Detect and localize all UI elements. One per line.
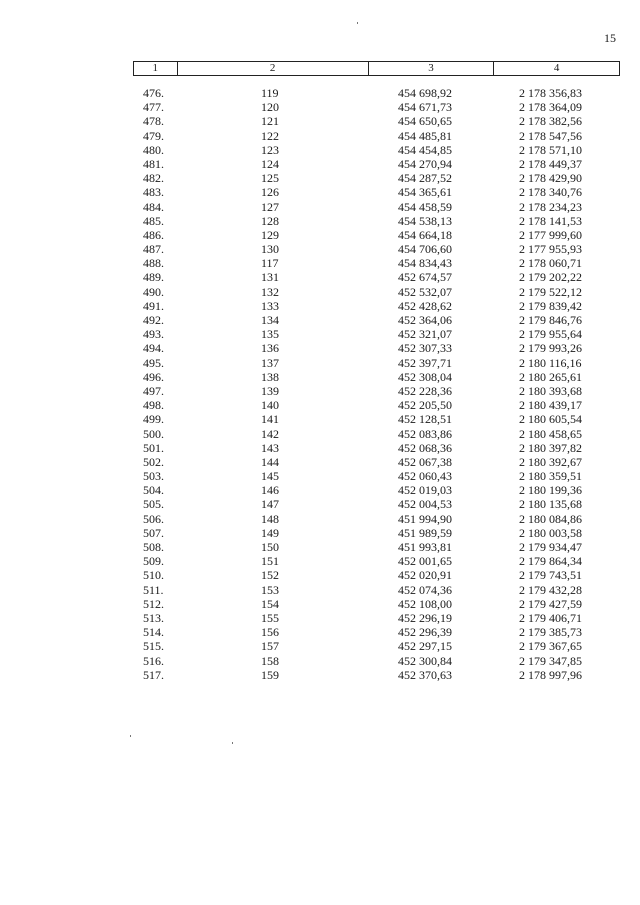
row-number: 490. (143, 284, 164, 299)
point-number: 150 (261, 540, 279, 554)
coordinate-x: 452 020,91 (398, 568, 452, 583)
row-number: 508. (143, 540, 164, 554)
row-number: 509. (143, 554, 164, 569)
point-number: 117 (261, 256, 279, 271)
table-row (133, 427, 620, 441)
coordinate-y: 2 179 406,71 (519, 610, 582, 625)
table-row (133, 469, 620, 483)
point-number: 152 (261, 568, 279, 583)
point-number: 126 (261, 185, 279, 200)
table-row (133, 370, 620, 384)
coordinate-y: 2 180 393,68 (519, 383, 582, 398)
point-number: 158 (261, 653, 279, 668)
coordinate-y: 2 180 458,65 (519, 426, 582, 441)
row-number: 514. (143, 625, 164, 640)
header-cell-2: 2 (178, 62, 369, 75)
coordinate-x: 452 307,33 (398, 341, 452, 356)
coordinate-y: 2 180 265,61 (519, 369, 582, 384)
coordinate-x: 452 297,15 (398, 639, 452, 654)
coordinate-x: 452 128,51 (398, 412, 452, 427)
scan-speck (357, 22, 358, 24)
row-number: 513. (143, 610, 164, 625)
coordinate-x: 454 706,60 (398, 242, 452, 257)
coordinate-y: 2 179 743,51 (519, 568, 582, 583)
coordinate-x: 454 270,94 (398, 156, 452, 171)
coordinate-y: 2 179 202,22 (519, 270, 582, 285)
table-row (133, 384, 620, 398)
row-number: 498. (143, 398, 164, 413)
row-number: 507. (143, 525, 164, 540)
coordinate-x: 454 671,73 (398, 100, 452, 115)
scan-speck (130, 735, 131, 737)
point-number: 122 (261, 128, 279, 143)
point-number: 153 (261, 582, 279, 597)
coordinate-x: 452 067,38 (398, 454, 452, 469)
coordinate-y: 2 179 846,76 (519, 313, 582, 327)
table-body (133, 86, 620, 682)
coordinate-x: 452 532,07 (398, 284, 452, 299)
table-row (133, 285, 620, 299)
table-row (133, 497, 620, 511)
table-row (133, 114, 620, 128)
row-number: 477. (143, 100, 164, 115)
point-number: 131 (261, 270, 279, 285)
row-number: 489. (143, 270, 164, 285)
coordinate-y: 2 179 522,12 (519, 284, 582, 299)
table-row (133, 157, 620, 171)
coordinate-y: 2 178 356,83 (519, 86, 582, 100)
point-number: 149 (261, 525, 279, 540)
point-number: 157 (261, 639, 279, 654)
coordinate-y: 2 178 234,23 (519, 199, 582, 214)
point-number: 134 (261, 313, 279, 327)
row-number: 494. (143, 341, 164, 356)
table-row (133, 568, 620, 582)
row-number: 497. (143, 383, 164, 398)
coordinate-y: 2 180 199,36 (519, 483, 582, 498)
point-number: 148 (261, 511, 279, 526)
point-number: 139 (261, 383, 279, 398)
coordinate-x: 452 108,00 (398, 596, 452, 611)
coordinate-x: 454 454,85 (398, 142, 452, 157)
point-number: 140 (261, 398, 279, 413)
coordinate-y: 2 178 060,71 (519, 256, 582, 271)
table-row (133, 583, 620, 597)
coordinate-x: 452 004,53 (398, 497, 452, 512)
table-row (133, 668, 620, 682)
row-number: 499. (143, 412, 164, 427)
coordinate-y: 2 179 427,59 (519, 596, 582, 611)
table-row (133, 356, 620, 370)
coordinate-y: 2 179 432,28 (519, 582, 582, 597)
table-row (133, 86, 620, 100)
table-row (133, 441, 620, 455)
point-number: 156 (261, 625, 279, 640)
coordinate-y: 2 178 382,56 (519, 114, 582, 129)
table-row (133, 242, 620, 256)
coordinate-x: 454 538,13 (398, 213, 452, 228)
point-number: 145 (261, 469, 279, 484)
coordinate-y: 2 178 997,96 (519, 667, 582, 682)
row-number: 500. (143, 426, 164, 441)
point-number: 120 (261, 100, 279, 115)
point-number: 138 (261, 369, 279, 384)
coordinate-y: 2 179 864,34 (519, 554, 582, 569)
coordinate-x: 452 397,71 (398, 355, 452, 370)
coordinate-x: 452 321,07 (398, 327, 452, 342)
point-number: 146 (261, 483, 279, 498)
coordinate-x: 452 296,39 (398, 625, 452, 640)
coordinate-y: 2 180 605,54 (519, 412, 582, 427)
point-number: 151 (261, 554, 279, 569)
coordinate-x: 452 205,50 (398, 398, 452, 413)
point-number: 132 (261, 284, 279, 299)
coordinate-y: 2 179 367,65 (519, 639, 582, 654)
coordinates-table (133, 61, 620, 682)
coordinate-y: 2 179 993,26 (519, 341, 582, 356)
row-number: 479. (143, 128, 164, 143)
row-number: 492. (143, 313, 164, 327)
table-row (133, 214, 620, 228)
point-number: 137 (261, 355, 279, 370)
coordinate-y: 2 178 364,09 (519, 100, 582, 115)
coordinate-x: 452 074,36 (398, 582, 452, 597)
coordinate-y: 2 179 385,73 (519, 625, 582, 640)
point-number: 119 (261, 86, 279, 100)
row-number: 478. (143, 114, 164, 129)
row-number: 481. (143, 156, 164, 171)
row-number: 482. (143, 171, 164, 186)
row-number: 488. (143, 256, 164, 271)
table-header (133, 61, 620, 76)
row-number: 480. (143, 142, 164, 157)
point-number: 123 (261, 142, 279, 157)
point-number: 142 (261, 426, 279, 441)
coordinate-y: 2 179 839,42 (519, 298, 582, 313)
coordinate-x: 452 083,86 (398, 426, 452, 441)
table-row (133, 327, 620, 341)
coordinate-y: 2 180 003,58 (519, 525, 582, 540)
coordinate-x: 454 287,52 (398, 171, 452, 186)
row-number: 485. (143, 213, 164, 228)
row-number: 483. (143, 185, 164, 200)
point-number: 136 (261, 341, 279, 356)
coordinate-x: 454 485,81 (398, 128, 452, 143)
coordinate-x: 451 994,90 (398, 511, 452, 526)
coordinate-x: 452 068,36 (398, 440, 452, 455)
table-row (133, 129, 620, 143)
coordinate-x: 452 228,36 (398, 383, 452, 398)
table-row (133, 270, 620, 284)
coordinate-x: 454 458,59 (398, 199, 452, 214)
coordinate-y: 2 179 955,64 (519, 327, 582, 342)
coordinate-x: 454 698,92 (398, 86, 452, 100)
point-number: 121 (261, 114, 279, 129)
point-number: 144 (261, 454, 279, 469)
coordinate-y: 2 180 397,82 (519, 440, 582, 455)
row-number: 486. (143, 227, 164, 242)
coordinate-x: 454 834,43 (398, 256, 452, 271)
table-row (133, 512, 620, 526)
table-row (133, 200, 620, 214)
coordinate-x: 452 308,04 (398, 369, 452, 384)
row-number: 484. (143, 199, 164, 214)
coordinate-x: 451 989,59 (398, 525, 452, 540)
coordinate-x: 454 664,18 (398, 227, 452, 242)
coordinate-y: 2 178 141,53 (519, 213, 582, 228)
coordinate-y: 2 178 429,90 (519, 171, 582, 186)
table-row (133, 256, 620, 270)
table-row (133, 341, 620, 355)
table-row (133, 299, 620, 313)
coordinate-y: 2 179 347,85 (519, 653, 582, 668)
table-row (133, 100, 620, 114)
coordinate-x: 452 370,63 (398, 667, 452, 682)
coordinate-x: 454 365,61 (398, 185, 452, 200)
point-number: 124 (261, 156, 279, 171)
table-row (133, 412, 620, 426)
point-number: 135 (261, 327, 279, 342)
table-row (133, 554, 620, 568)
coordinate-x: 451 993,81 (398, 540, 452, 554)
table-row (133, 171, 620, 185)
coordinate-x: 452 300,84 (398, 653, 452, 668)
coordinate-y: 2 180 084,86 (519, 511, 582, 526)
point-number: 130 (261, 242, 279, 257)
point-number: 143 (261, 440, 279, 455)
coordinate-y: 2 177 999,60 (519, 227, 582, 242)
coordinate-y: 2 177 955,93 (519, 242, 582, 257)
row-number: 504. (143, 483, 164, 498)
coordinate-x: 452 019,03 (398, 483, 452, 498)
row-number: 493. (143, 327, 164, 342)
header-cell-1: 1 (134, 62, 178, 75)
row-number: 516. (143, 653, 164, 668)
table-row (133, 611, 620, 625)
coordinate-x: 452 364,06 (398, 313, 452, 327)
coordinate-y: 2 180 135,68 (519, 497, 582, 512)
row-number: 476. (143, 86, 164, 100)
point-number: 147 (261, 497, 279, 512)
coordinate-x: 452 001,65 (398, 554, 452, 569)
coordinate-x: 452 428,62 (398, 298, 452, 313)
point-number: 154 (261, 596, 279, 611)
row-number: 515. (143, 639, 164, 654)
coordinate-y: 2 178 449,37 (519, 156, 582, 171)
coordinate-y: 2 180 392,67 (519, 454, 582, 469)
row-number: 517. (143, 667, 164, 682)
table-row (133, 639, 620, 653)
point-number: 127 (261, 199, 279, 214)
row-number: 511. (143, 582, 164, 597)
coordinate-y: 2 178 547,56 (519, 128, 582, 143)
coordinate-y: 2 178 340,76 (519, 185, 582, 200)
point-number: 128 (261, 213, 279, 228)
point-number: 125 (261, 171, 279, 186)
coordinate-y: 2 180 439,17 (519, 398, 582, 413)
table-row (133, 654, 620, 668)
table-row (133, 625, 620, 639)
table-row (133, 228, 620, 242)
row-number: 502. (143, 454, 164, 469)
page-number: 15 (604, 31, 616, 45)
table-row (133, 540, 620, 554)
table-row (133, 597, 620, 611)
coordinate-y: 2 178 571,10 (519, 142, 582, 157)
table-row (133, 185, 620, 199)
point-number: 133 (261, 298, 279, 313)
row-number: 496. (143, 369, 164, 384)
point-number: 129 (261, 227, 279, 242)
point-number: 155 (261, 610, 279, 625)
row-number: 505. (143, 497, 164, 512)
coordinate-x: 452 060,43 (398, 469, 452, 484)
row-number: 487. (143, 242, 164, 257)
scan-speck (232, 742, 233, 744)
row-number: 510. (143, 568, 164, 583)
row-number: 491. (143, 298, 164, 313)
row-number: 506. (143, 511, 164, 526)
coordinate-x: 452 296,19 (398, 610, 452, 625)
point-number: 141 (261, 412, 279, 427)
header-cell-4: 4 (553, 62, 560, 74)
table-row (133, 313, 620, 327)
row-number: 501. (143, 440, 164, 455)
table-row (133, 526, 620, 540)
coordinate-y: 2 179 934,47 (519, 540, 582, 554)
point-number: 159 (261, 667, 279, 682)
coordinate-y: 2 180 359,51 (519, 469, 582, 484)
coordinate-y: 2 180 116,16 (519, 355, 582, 370)
coordinate-x: 454 650,65 (398, 114, 452, 129)
table-row (133, 143, 620, 157)
table-row (133, 455, 620, 469)
table-row (133, 483, 620, 497)
row-number: 495. (143, 355, 164, 370)
row-number: 503. (143, 469, 164, 484)
table-row (133, 398, 620, 412)
coordinate-x: 452 674,57 (398, 270, 452, 285)
header-cell-3: 3 (369, 62, 495, 75)
row-number: 512. (143, 596, 164, 611)
